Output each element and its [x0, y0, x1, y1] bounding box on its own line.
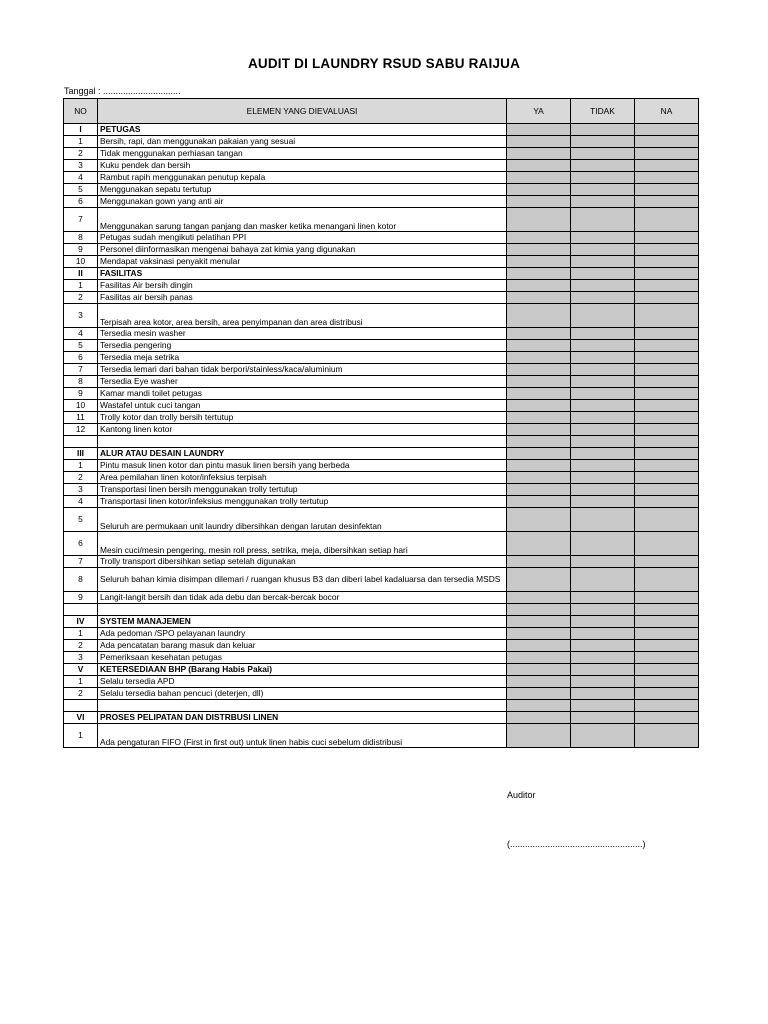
element-label	[98, 436, 507, 448]
check-cell-tidak[interactable]	[571, 244, 635, 256]
header-na: NA	[635, 99, 699, 124]
section-title: SYSTEM MANAJEMEN	[98, 616, 507, 628]
check-cell-na[interactable]	[635, 244, 699, 256]
row-number: II	[64, 268, 98, 280]
header-ya: YA	[507, 99, 571, 124]
check-cell-na[interactable]	[635, 712, 699, 724]
check-cell-tidak[interactable]	[571, 304, 635, 328]
element-label: Terpisah area kotor, area bersih, area penyimpanan dan area distribusi	[98, 304, 507, 328]
table-row	[64, 148, 699, 160]
check-cell-tidak[interactable]	[571, 388, 635, 400]
check-cell-tidak[interactable]	[571, 604, 635, 616]
table-row	[64, 208, 699, 232]
check-cell-ya[interactable]	[507, 268, 571, 280]
check-cell-tidak[interactable]	[571, 232, 635, 244]
check-cell-na[interactable]	[635, 196, 699, 208]
check-cell-na[interactable]	[635, 532, 699, 556]
check-cell-na[interactable]	[635, 472, 699, 484]
check-cell-na[interactable]	[635, 400, 699, 412]
row-number: 1	[64, 280, 98, 292]
table-row	[64, 496, 699, 508]
row-number: 8	[64, 376, 98, 388]
check-cell-na[interactable]	[635, 124, 699, 136]
check-cell-na[interactable]	[635, 568, 699, 592]
element-label: Tidak menggunakan perhiasan tangan	[98, 148, 507, 160]
element-label: Area pemilahan linen kotor/infeksius terpisah	[98, 472, 507, 484]
check-cell-tidak[interactable]	[571, 664, 635, 676]
check-cell-tidak[interactable]	[571, 340, 635, 352]
section-title: FASILITAS	[98, 268, 507, 280]
row-number: 5	[64, 184, 98, 196]
check-cell-na[interactable]	[635, 664, 699, 676]
check-cell-na[interactable]	[635, 724, 699, 748]
check-cell-ya[interactable]	[507, 664, 571, 676]
check-cell-na[interactable]	[635, 484, 699, 496]
row-number: 3	[64, 160, 98, 172]
table-row	[64, 532, 699, 556]
check-cell-ya[interactable]	[507, 424, 571, 436]
element-label: Pintu masuk linen kotor dan pintu masuk linen bersih yang berbeda	[98, 460, 507, 472]
check-cell-na[interactable]	[635, 352, 699, 364]
table-row	[64, 484, 699, 496]
page-title: AUDIT DI LAUNDRY RSUD SABU RAIJUA	[247, 56, 521, 71]
check-cell-na[interactable]	[635, 592, 699, 604]
table-row	[64, 676, 699, 688]
section-title: PROSES PELIPATAN DAN DISTRBUSI LINEN	[98, 712, 507, 724]
element-label: Tersedia mesin washer	[98, 328, 507, 340]
check-cell-na[interactable]	[635, 700, 699, 712]
check-cell-tidak[interactable]	[571, 172, 635, 184]
element-label: Tersedia lemari dari bahan tidak berpori/stainless/kaca/aluminium	[98, 364, 507, 376]
row-number: 10	[64, 256, 98, 268]
section-row	[64, 268, 699, 280]
table-row	[64, 304, 699, 328]
check-cell-tidak[interactable]	[571, 460, 635, 472]
row-number: 4	[64, 496, 98, 508]
element-label: Tersedia pengering	[98, 340, 507, 352]
table-row	[64, 556, 699, 568]
table-row	[64, 436, 699, 448]
element-label: Tersedia meja setrika	[98, 352, 507, 364]
check-cell-ya[interactable]	[507, 256, 571, 268]
check-cell-tidak[interactable]	[571, 160, 635, 172]
check-cell-tidak[interactable]	[571, 568, 635, 592]
check-cell-tidak[interactable]	[571, 532, 635, 556]
table-row	[64, 280, 699, 292]
header-element: ELEMEN YANG DIEVALUASI	[98, 99, 507, 124]
table-row	[64, 424, 699, 436]
check-cell-tidak[interactable]	[571, 448, 635, 460]
check-cell-na[interactable]	[635, 340, 699, 352]
element-label: Menggunakan sepatu tertutup	[98, 184, 507, 196]
table-row	[64, 652, 699, 664]
table-row	[64, 508, 699, 532]
element-label: Ada pedoman /SPO pelayanan laundry	[98, 628, 507, 640]
check-cell-tidak[interactable]	[571, 508, 635, 532]
check-cell-ya[interactable]	[507, 712, 571, 724]
check-cell-tidak[interactable]	[571, 136, 635, 148]
element-label: Trolly transport dibersihkan setiap setelah digunakan	[98, 556, 507, 568]
check-cell-na[interactable]	[635, 628, 699, 640]
row-number: 5	[64, 508, 98, 532]
check-cell-tidak[interactable]	[571, 724, 635, 748]
table-row	[64, 388, 699, 400]
check-cell-na[interactable]	[635, 160, 699, 172]
row-number: IV	[64, 616, 98, 628]
section-row	[64, 616, 699, 628]
element-label: Kuku pendek dan bersih	[98, 160, 507, 172]
check-cell-ya[interactable]	[507, 472, 571, 484]
row-number: 3	[64, 484, 98, 496]
element-label: Menggunakan sarung tangan panjang dan masker ketika menangani linen kotor	[98, 208, 507, 232]
table-row	[64, 292, 699, 304]
check-cell-na[interactable]	[635, 616, 699, 628]
row-number: 6	[64, 196, 98, 208]
table-row	[64, 724, 699, 748]
check-cell-ya[interactable]	[507, 136, 571, 148]
row-number: 6	[64, 352, 98, 364]
row-number: 9	[64, 244, 98, 256]
table-row	[64, 232, 699, 244]
check-cell-ya[interactable]	[507, 208, 571, 232]
check-cell-na[interactable]	[635, 364, 699, 376]
table-row	[64, 460, 699, 472]
row-number: V	[64, 664, 98, 676]
check-cell-ya[interactable]	[507, 304, 571, 328]
check-cell-tidak[interactable]	[571, 268, 635, 280]
check-cell-ya[interactable]	[507, 388, 571, 400]
check-cell-na[interactable]	[635, 232, 699, 244]
table-row	[64, 340, 699, 352]
check-cell-na[interactable]	[635, 388, 699, 400]
row-number: 7	[64, 208, 98, 232]
signature-line: (.....................................................)	[507, 839, 646, 849]
check-cell-na[interactable]	[635, 460, 699, 472]
element-label: Bersih, rapi, dan menggunakan pakaian yang sesuai	[98, 136, 507, 148]
section-title: ALUR ATAU DESAIN LAUNDRY	[98, 448, 507, 460]
check-cell-tidak[interactable]	[571, 412, 635, 424]
check-cell-tidak[interactable]	[571, 652, 635, 664]
check-cell-na[interactable]	[635, 508, 699, 532]
table-row	[64, 196, 699, 208]
table-row	[64, 412, 699, 424]
check-cell-tidak[interactable]	[571, 256, 635, 268]
check-cell-ya[interactable]	[507, 508, 571, 532]
check-cell-na[interactable]	[635, 556, 699, 568]
element-label: Mendapat vaksinasi penyakit menular	[98, 256, 507, 268]
auditor-label: Auditor	[507, 790, 536, 800]
element-label: Trolly kotor dan trolly bersih tertutup	[98, 412, 507, 424]
check-cell-ya[interactable]	[507, 340, 571, 352]
check-cell-na[interactable]	[635, 688, 699, 700]
check-cell-ya[interactable]	[507, 448, 571, 460]
audit-table	[63, 98, 699, 748]
section-row	[64, 712, 699, 724]
element-label: Tersedia Eye washer	[98, 376, 507, 388]
table-row	[64, 328, 699, 340]
check-cell-tidak[interactable]	[571, 484, 635, 496]
row-number: 4	[64, 328, 98, 340]
row-number	[64, 700, 98, 712]
row-number: 1	[64, 628, 98, 640]
check-cell-na[interactable]	[635, 496, 699, 508]
element-label: Selalu tersedia bahan pencuci (deterjen, dll)	[98, 688, 507, 700]
check-cell-tidak[interactable]	[571, 496, 635, 508]
check-cell-ya[interactable]	[507, 436, 571, 448]
check-cell-ya[interactable]	[507, 172, 571, 184]
check-cell-tidak[interactable]	[571, 700, 635, 712]
row-number: 1	[64, 460, 98, 472]
check-cell-tidak[interactable]	[571, 352, 635, 364]
check-cell-na[interactable]	[635, 292, 699, 304]
check-cell-ya[interactable]	[507, 160, 571, 172]
check-cell-na[interactable]	[635, 424, 699, 436]
check-cell-tidak[interactable]	[571, 196, 635, 208]
check-cell-na[interactable]	[635, 280, 699, 292]
element-label	[98, 700, 507, 712]
check-cell-ya[interactable]	[507, 700, 571, 712]
table-row	[64, 256, 699, 268]
element-label: Transportasi linen kotor/infeksius menggunakan trolly tertutup	[98, 496, 507, 508]
check-cell-na[interactable]	[635, 448, 699, 460]
check-cell-na[interactable]	[635, 436, 699, 448]
element-label	[98, 604, 507, 616]
element-label: Langit-langit bersih dan tidak ada debu dan bercak-bercak bocor	[98, 592, 507, 604]
row-number: 12	[64, 424, 98, 436]
check-cell-ya[interactable]	[507, 592, 571, 604]
row-number: 2	[64, 472, 98, 484]
row-number: 2	[64, 640, 98, 652]
element-label: Fasilitas air bersih panas	[98, 292, 507, 304]
check-cell-tidak[interactable]	[571, 376, 635, 388]
row-number: 10	[64, 400, 98, 412]
check-cell-tidak[interactable]	[571, 184, 635, 196]
check-cell-na[interactable]	[635, 604, 699, 616]
check-cell-ya[interactable]	[507, 460, 571, 472]
row-number: 1	[64, 676, 98, 688]
check-cell-ya[interactable]	[507, 724, 571, 748]
table-row	[64, 604, 699, 616]
check-cell-ya[interactable]	[507, 232, 571, 244]
check-cell-tidak[interactable]	[571, 292, 635, 304]
row-number: 6	[64, 532, 98, 556]
check-cell-na[interactable]	[635, 652, 699, 664]
check-cell-na[interactable]	[635, 184, 699, 196]
element-label: Menggunakan gown yang anti air	[98, 196, 507, 208]
section-title: KETERSEDIAAN BHP (Barang Habis Pakai)	[98, 664, 507, 676]
check-cell-ya[interactable]	[507, 568, 571, 592]
table-row	[64, 184, 699, 196]
row-number	[64, 604, 98, 616]
row-number: 8	[64, 568, 98, 592]
check-cell-tidak[interactable]	[571, 628, 635, 640]
table-row	[64, 688, 699, 700]
check-cell-na[interactable]	[635, 208, 699, 232]
row-number: 4	[64, 172, 98, 184]
element-label: Seluruh are permukaan unit laundry dibersihkan dengan larutan desinfektan	[98, 508, 507, 532]
header-no: NO	[64, 99, 98, 124]
table-row	[64, 376, 699, 388]
check-cell-ya[interactable]	[507, 412, 571, 424]
table-row	[64, 364, 699, 376]
table-row	[64, 160, 699, 172]
check-cell-ya[interactable]	[507, 352, 571, 364]
check-cell-na[interactable]	[635, 172, 699, 184]
check-cell-ya[interactable]	[507, 328, 571, 340]
header-tidak: TIDAK	[571, 99, 635, 124]
check-cell-tidak[interactable]	[571, 688, 635, 700]
check-cell-na[interactable]	[635, 328, 699, 340]
table-row	[64, 400, 699, 412]
table-row	[64, 568, 699, 592]
check-cell-ya[interactable]	[507, 364, 571, 376]
check-cell-ya[interactable]	[507, 376, 571, 388]
check-cell-ya[interactable]	[507, 640, 571, 652]
row-number: 1	[64, 724, 98, 748]
check-cell-tidak[interactable]	[571, 472, 635, 484]
table-header-row	[64, 99, 699, 124]
check-cell-tidak[interactable]	[571, 592, 635, 604]
element-label: Fasilitas Air bersih dingin	[98, 280, 507, 292]
check-cell-tidak[interactable]	[571, 424, 635, 436]
section-row	[64, 664, 699, 676]
check-cell-na[interactable]	[635, 136, 699, 148]
check-cell-ya[interactable]	[507, 196, 571, 208]
element-label: Ada pengaturan FIFO (First in first out) untuk linen habis cuci sebelum didistribusi	[98, 724, 507, 748]
check-cell-tidak[interactable]	[571, 436, 635, 448]
check-cell-tidak[interactable]	[571, 148, 635, 160]
table-row	[64, 472, 699, 484]
row-number: VI	[64, 712, 98, 724]
section-row	[64, 124, 699, 136]
row-number: 5	[64, 340, 98, 352]
element-label: Pemeriksaan kesehatan petugas	[98, 652, 507, 664]
check-cell-na[interactable]	[635, 376, 699, 388]
element-label: Personel diinformasikan mengenai bahaya zat kimia yang digunakan	[98, 244, 507, 256]
section-title: PETUGAS	[98, 124, 507, 136]
row-number: III	[64, 448, 98, 460]
element-label: Kamar mandi toilet petugas	[98, 388, 507, 400]
check-cell-ya[interactable]	[507, 652, 571, 664]
check-cell-na[interactable]	[635, 268, 699, 280]
element-label: Petugas sudah mengikuti pelatihan PPI	[98, 232, 507, 244]
check-cell-tidak[interactable]	[571, 556, 635, 568]
check-cell-ya[interactable]	[507, 628, 571, 640]
row-number: 9	[64, 592, 98, 604]
check-cell-ya[interactable]	[507, 556, 571, 568]
table-row	[64, 700, 699, 712]
row-number: 7	[64, 556, 98, 568]
check-cell-tidak[interactable]	[571, 364, 635, 376]
check-cell-ya[interactable]	[507, 604, 571, 616]
element-label: Kantong linen kotor	[98, 424, 507, 436]
row-number: 9	[64, 388, 98, 400]
check-cell-tidak[interactable]	[571, 208, 635, 232]
section-row	[64, 448, 699, 460]
row-number: 1	[64, 136, 98, 148]
row-number: 2	[64, 292, 98, 304]
check-cell-ya[interactable]	[507, 280, 571, 292]
row-number	[64, 436, 98, 448]
table-row	[64, 244, 699, 256]
check-cell-na[interactable]	[635, 304, 699, 328]
check-cell-tidak[interactable]	[571, 712, 635, 724]
check-cell-ya[interactable]	[507, 484, 571, 496]
check-cell-ya[interactable]	[507, 148, 571, 160]
check-cell-ya[interactable]	[507, 400, 571, 412]
element-label: Transportasi linen bersih menggunakan trolly tertutup	[98, 484, 507, 496]
check-cell-ya[interactable]	[507, 532, 571, 556]
row-number: 3	[64, 652, 98, 664]
check-cell-na[interactable]	[635, 676, 699, 688]
check-cell-na[interactable]	[635, 412, 699, 424]
element-label: Ada pencatatan barang masuk dan keluar	[98, 640, 507, 652]
check-cell-ya[interactable]	[507, 292, 571, 304]
check-cell-ya[interactable]	[507, 688, 571, 700]
row-number: 3	[64, 304, 98, 328]
table-row	[64, 592, 699, 604]
check-cell-ya[interactable]	[507, 124, 571, 136]
table-row	[64, 172, 699, 184]
element-label: Rambut rapih menggunakan penutup kepala	[98, 172, 507, 184]
check-cell-ya[interactable]	[507, 496, 571, 508]
element-label: Selalu tersedia APD	[98, 676, 507, 688]
check-cell-ya[interactable]	[507, 244, 571, 256]
check-cell-na[interactable]	[635, 148, 699, 160]
check-cell-ya[interactable]	[507, 616, 571, 628]
row-number: 7	[64, 364, 98, 376]
check-cell-na[interactable]	[635, 640, 699, 652]
row-number: 2	[64, 148, 98, 160]
check-cell-ya[interactable]	[507, 184, 571, 196]
check-cell-tidak[interactable]	[571, 676, 635, 688]
date-label: Tanggal : ...............................	[64, 86, 181, 96]
element-label: Mesin cuci/mesin pengering, mesin roll press, setrika, meja, dibersihkan setiap hari	[98, 532, 507, 556]
check-cell-tidak[interactable]	[571, 328, 635, 340]
check-cell-ya[interactable]	[507, 676, 571, 688]
element-label: Wastafel untuk cuci tangan	[98, 400, 507, 412]
check-cell-tidak[interactable]	[571, 124, 635, 136]
check-cell-tidak[interactable]	[571, 400, 635, 412]
table-row	[64, 628, 699, 640]
check-cell-tidak[interactable]	[571, 640, 635, 652]
element-label: Seluruh bahan kimia disimpan dilemari / ruangan khusus B3 dan diberi label kadaluarsa dan tersedia MSDS	[98, 568, 507, 592]
check-cell-na[interactable]	[635, 256, 699, 268]
check-cell-tidak[interactable]	[571, 616, 635, 628]
row-number: 11	[64, 412, 98, 424]
row-number: I	[64, 124, 98, 136]
row-number: 2	[64, 688, 98, 700]
table-row	[64, 352, 699, 364]
audit-table-body	[64, 124, 699, 748]
row-number: 8	[64, 232, 98, 244]
table-row	[64, 136, 699, 148]
table-row	[64, 640, 699, 652]
check-cell-tidak[interactable]	[571, 280, 635, 292]
